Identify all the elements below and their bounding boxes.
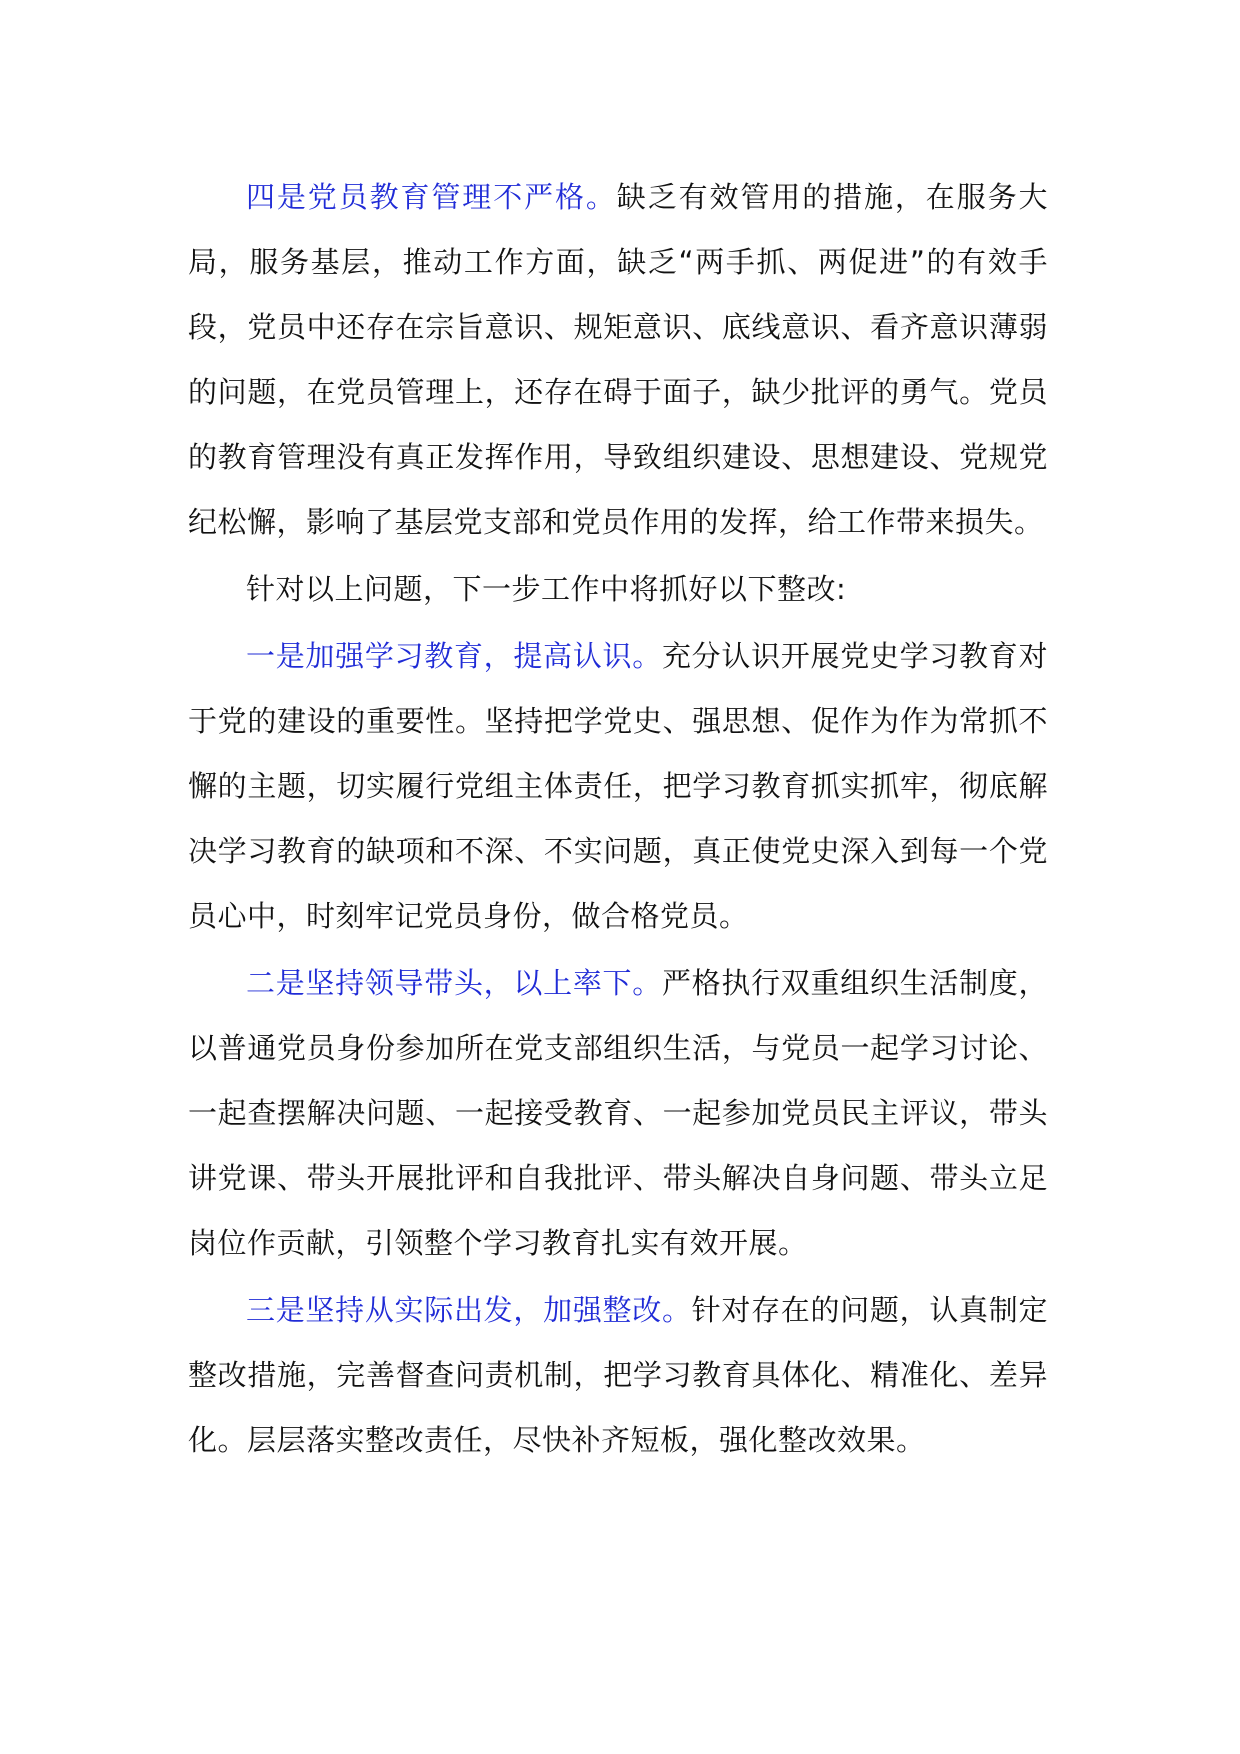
paragraph-one-strengthen-study <box>188 624 1048 949</box>
document-body <box>188 165 1048 1475</box>
paragraph-heading: 四是党员教育管理不严格。 <box>246 180 617 214</box>
paragraph-text: 针对存在的问题，认真制定整改措施，完善督查问责机制，把学习教育具体化、精准化、差异化。层层落实整改责任，尽快补齐短板，强化整改效果。 <box>188 1293 1048 1457</box>
paragraph-heading: 一是加强学习教育，提高认识。 <box>246 639 662 673</box>
paragraph-two-leaders-take-lead <box>188 951 1048 1276</box>
paragraph-text: 针对以上问题，下一步工作中将抓好以下整改: <box>246 572 847 606</box>
paragraph-heading: 三是坚持从实际出发，加强整改。 <box>246 1293 692 1327</box>
paragraph-rectification-intro <box>188 557 1048 622</box>
paragraph-four-party-member-management <box>188 165 1048 555</box>
paragraph-three-practical-rectification <box>188 1278 1048 1473</box>
paragraph-heading: 二是坚持领导带头，以上率下。 <box>246 966 662 1000</box>
paragraph-text: 严格执行双重组织生活制度，以普通党员身份参加所在党支部组织生活，与党员一起学习讨论、一起查摆解决问题、一起接受教育、一起参加党员民主评议，带头讲党课、带头开展批评和自我批评、带头解决自身问题、带头立足岗位作贡献，引领整个学习教育扎实有效开展。 <box>188 966 1048 1260</box>
paragraph-text: 缺乏有效管用的措施，在服务大局，服务基层，推动工作方面，缺乏“两手抓、两促进”的有效手段，党员中还存在宗旨意识、规矩意识、底线意识、看齐意识薄弱的问题，在党员管理上，还存在碍于面子，缺少批评的勇气。党员的教育管理没有真正发挥作用，导致组织建设、思想建设、党规党纪松懈，影响了基层党支部和党员作用的发挥，给工作带来损失。 <box>188 180 1048 539</box>
paragraph-text: 充分认识开展党史学习教育对于党的建设的重要性。坚持把学党史、强思想、促作为作为常抓不懈的主题，切实履行党组主体责任，把学习教育抓实抓牢，彻底解决学习教育的缺项和不深、不实问题，真正使党史深入到每一个党员心中，时刻牢记党员身份，做合格党员。 <box>188 639 1048 933</box>
